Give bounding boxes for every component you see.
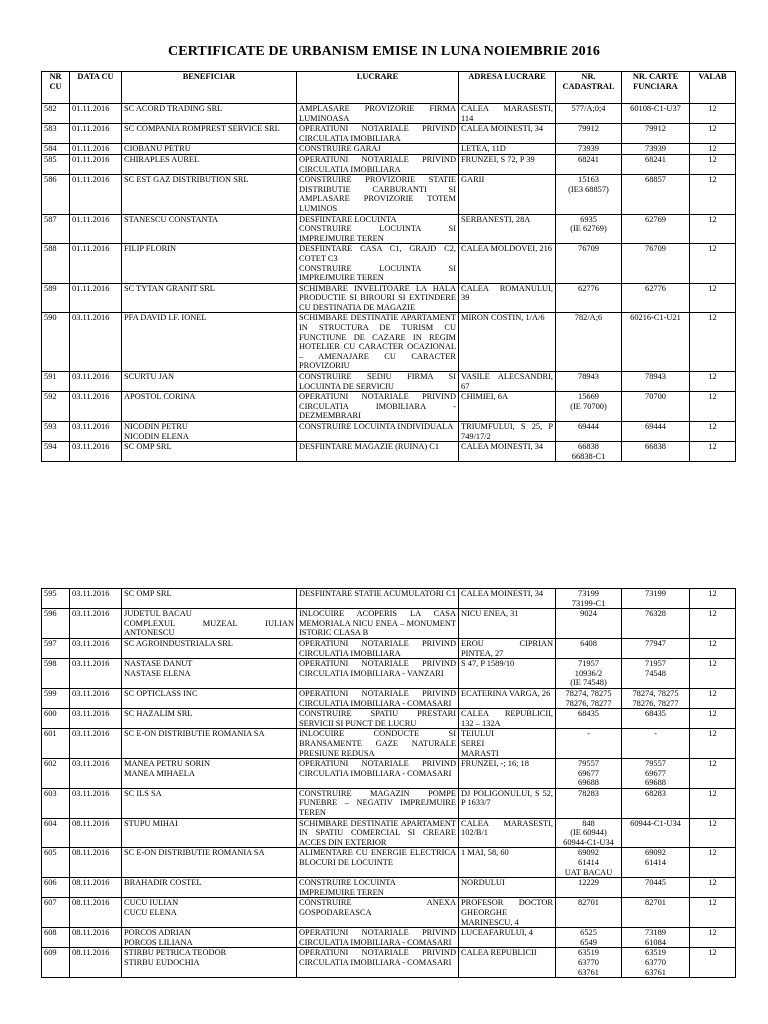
cell-nr-cu: 609: [42, 948, 70, 978]
cell-data-cu: 08.11.2016: [70, 898, 122, 928]
cell-beneficiar: STIRBU PETRICA TEODOR STIRBU EUDOCHIA: [122, 948, 297, 978]
header-lucrare: LUCRARE: [297, 72, 459, 104]
cell-adresa: CALEA MARASESTI, 102/B/1: [459, 818, 556, 848]
cell-adresa: ECATERINA VARGA, 26: [459, 688, 556, 708]
cell-nr-cadastral: 63519 63770 63761: [556, 948, 622, 978]
cell-data-cu: 03.11.2016: [70, 372, 122, 392]
cell-nr-cadastral: 9024: [556, 609, 622, 639]
cell-valab: 12: [690, 788, 736, 818]
cell-adresa: CALEA MOINESTI, 34: [459, 442, 556, 462]
cell-beneficiar: SC OMP SRL: [122, 589, 297, 609]
cell-beneficiar: CIOBANU PETRU: [122, 144, 297, 155]
cell-valab: 12: [690, 283, 736, 313]
cell-lucrare: SCHIMBARE INVELITOARE LA HALA PRODUCTIE SI BIROURI SI EXTINDERE CU DESTINATIA DE MAGAZIE: [297, 283, 459, 313]
cell-adresa: CALEA REPUBLICII, 132 – 132A: [459, 709, 556, 729]
cell-nr-cu: 586: [42, 175, 70, 214]
cell-lucrare: AMPLASARE PROVIZORIE FIRMA LUMINOASA: [297, 104, 459, 124]
cell-beneficiar: SC TYTAN GRANIT SRL: [122, 283, 297, 313]
cell-nr-cadastral: 69444: [556, 422, 622, 442]
header-adresa-lucrare: ADRESA LUCRARE: [459, 72, 556, 104]
table-row: [42, 928, 736, 948]
cell-nr-cu: 592: [42, 392, 70, 422]
cell-lucrare: OPERATIUNI NOTARIALE PRIVIND CIRCULATIA IMOBILIARA: [297, 638, 459, 658]
cell-beneficiar: CUCU IULIAN CUCU ELENA: [122, 898, 297, 928]
cell-nr-cadastral: 82701: [556, 898, 622, 928]
cell-data-cu: 01.11.2016: [70, 104, 122, 124]
cell-adresa: CALEA ROMANULUI, 39: [459, 283, 556, 313]
table-row: [42, 392, 736, 422]
cell-nr-cadastral: 73939: [556, 144, 622, 155]
cell-valab: 12: [690, 372, 736, 392]
cell-nr-cadastral: 66838 66838-C1: [556, 442, 622, 462]
cell-data-cu: 01.11.2016: [70, 175, 122, 214]
cell-nr-cadastral: 6935 (IE 62769): [556, 214, 622, 244]
cell-nr-cadastral: 78274, 78275 78276, 78277: [556, 688, 622, 708]
cell-adresa: CALEA REPUBLICII: [459, 948, 556, 978]
cell-valab: 12: [690, 848, 736, 878]
cell-valab: 12: [690, 709, 736, 729]
cell-lucrare: SCHIMBARE DESTINATIE APARTAMENT IN STRUCTURA DE TURISM CU FUNCTIUNE DE CAZARE IN REGIM HOTELIER CU CARACTER OCAZIONAL – AMENAJARE CU CARACTER PROVIZORIU: [297, 313, 459, 372]
table-row: [42, 659, 736, 689]
cell-data-cu: 03.11.2016: [70, 392, 122, 422]
cell-lucrare: INLOCUIRE CONDUCTE SI BRANSAMENTE GAZE NATURALE PRESIUNE REDUSA: [297, 729, 459, 759]
table-row: [42, 442, 736, 462]
cell-nr-carte-funciara: 79557 69677 69688: [622, 759, 690, 789]
cell-nr-carte-funciara: 79912: [622, 124, 690, 144]
cell-beneficiar: SCURTU JAN: [122, 372, 297, 392]
cell-nr-cu: 594: [42, 442, 70, 462]
cell-data-cu: 08.11.2016: [70, 878, 122, 898]
cell-lucrare: CONSTRUIRE MAGAZIN POMPE FUNEBRE – NEGATIV IMPREJMUIRE TEREN: [297, 788, 459, 818]
cell-data-cu: 08.11.2016: [70, 818, 122, 848]
cell-data-cu: 03.11.2016: [70, 638, 122, 658]
cell-nr-cadastral: -: [556, 729, 622, 759]
cell-lucrare: OPERATIUNI NOTARIALE PRIVIND CIRCULATIA IMOBILIARA - COMASARI: [297, 928, 459, 948]
cell-nr-carte-funciara: 82701: [622, 898, 690, 928]
cell-nr-cu: 602: [42, 759, 70, 789]
cell-adresa: LUCEAFARULUI, 4: [459, 928, 556, 948]
cell-beneficiar: SC AGROINDUSTRIALA SRL: [122, 638, 297, 658]
cell-nr-cadastral: 6525 6549: [556, 928, 622, 948]
certificates-table-part-1: [41, 71, 736, 462]
cell-lucrare: OPERATIUNI NOTARIALE PRIVIND CIRCULATIA IMOBILIARA: [297, 154, 459, 174]
cell-lucrare: SCHIMBARE DESTINATIE APARTAMENT IN SPATIU COMERCIAL SI CREARE ACCES DIN EXTERIOR: [297, 818, 459, 848]
cell-adresa: EROU CIPRIAN PINTEA, 27: [459, 638, 556, 658]
cell-nr-cu: 598: [42, 659, 70, 689]
cell-nr-carte-funciara: 68283: [622, 788, 690, 818]
cell-lucrare: CONSTRUIRE LOCUINTA IMPREJMUIRE TEREN: [297, 878, 459, 898]
cell-adresa: NORDULUI: [459, 878, 556, 898]
header-valab: VALAB: [690, 72, 736, 104]
cell-adresa: FRUNZEI, S 72, P 39: [459, 154, 556, 174]
cell-nr-cu: 587: [42, 214, 70, 244]
table-row: [42, 244, 736, 283]
cell-beneficiar: PFA DAVID I.F. IONEL: [122, 313, 297, 372]
cell-lucrare: OPERATIUNI NOTARIALE PRIVIND CIRCULATIA IMOBILIARA - COMASARI: [297, 948, 459, 978]
header-beneficiar: BENEFICIAR: [122, 72, 297, 104]
cell-beneficiar: NASTASE DANUT NASTASE ELENA: [122, 659, 297, 689]
cell-nr-cadastral: 15163 (IE3 68857): [556, 175, 622, 214]
cell-nr-cadastral: 577/A;0;4: [556, 104, 622, 124]
cell-nr-cu: 585: [42, 154, 70, 174]
cell-data-cu: 03.11.2016: [70, 313, 122, 372]
cell-nr-cu: 588: [42, 244, 70, 283]
cell-nr-cadastral: 79557 69677 69688: [556, 759, 622, 789]
cell-nr-carte-funciara: 60944-C1-U34: [622, 818, 690, 848]
cell-nr-carte-funciara: 62776: [622, 283, 690, 313]
cell-nr-cu: 596: [42, 609, 70, 639]
cell-lucrare: ALIMENTARE CU ENERGIE ELECTRICA BLOCURI DE LOCUINTE: [297, 848, 459, 878]
table-row: [42, 898, 736, 928]
cell-data-cu: 03.11.2016: [70, 659, 122, 689]
cell-nr-carte-funciara: 60216-C1-U21: [622, 313, 690, 372]
cell-valab: 12: [690, 759, 736, 789]
cell-nr-carte-funciara: 60108-C1-U37: [622, 104, 690, 124]
cell-data-cu: 01.11.2016: [70, 244, 122, 283]
cell-lucrare: DESFIINTARE LOCUINTA CONSTRUIRE LOCUINTA SI IMPREJMUIRE TEREN: [297, 214, 459, 244]
cell-nr-carte-funciara: 68435: [622, 709, 690, 729]
table-row: [42, 788, 736, 818]
cell-adresa: S 47, P 1589/10: [459, 659, 556, 689]
cell-nr-carte-funciara: 73189 61084: [622, 928, 690, 948]
cell-nr-cadastral: 76709: [556, 244, 622, 283]
cell-adresa: CALEA MOLDOVEI, 216: [459, 244, 556, 283]
cell-nr-cadastral: 73199 73199-C1: [556, 589, 622, 609]
cell-nr-carte-funciara: 70700: [622, 392, 690, 422]
cell-beneficiar: FILIP FLORIN: [122, 244, 297, 283]
cell-adresa: CALEA MOINESTI, 34: [459, 589, 556, 609]
cell-adresa: VASILE ALECSANDRI, 67: [459, 372, 556, 392]
cell-beneficiar: SC HAZALIM SRL: [122, 709, 297, 729]
cell-beneficiar: BRAHADIR COSTEL: [122, 878, 297, 898]
cell-beneficiar: CHIRAPLES AUREL: [122, 154, 297, 174]
cell-valab: 12: [690, 442, 736, 462]
cell-nr-carte-funciara: 63519 63770 63761: [622, 948, 690, 978]
cell-adresa: TEIULUI SEREI MARASTI: [459, 729, 556, 759]
cell-valab: 12: [690, 688, 736, 708]
cell-nr-cadastral: 68241: [556, 154, 622, 174]
cell-beneficiar: JUDETUL BACAU COMPLEXUL MUZEAL IULIAN ANTONESCU: [122, 609, 297, 639]
cell-beneficiar: APOSTOL CORINA: [122, 392, 297, 422]
cell-lucrare: CONSTRUIRE GARAJ: [297, 144, 459, 155]
cell-valab: 12: [690, 104, 736, 124]
cell-valab: 12: [690, 659, 736, 689]
cell-beneficiar: SC EST GAZ DISTRIBUTION SRL: [122, 175, 297, 214]
cell-nr-cu: 606: [42, 878, 70, 898]
cell-adresa: TRIUMFULUI, S 25, P 749/17/2: [459, 422, 556, 442]
cell-lucrare: DESFIINTARE MAGAZIE (RUINA) C1: [297, 442, 459, 462]
cell-nr-carte-funciara: 62769: [622, 214, 690, 244]
cell-valab: 12: [690, 214, 736, 244]
cell-nr-cadastral: 12229: [556, 878, 622, 898]
cell-valab: 12: [690, 144, 736, 155]
cell-beneficiar: STUPU MIHAI: [122, 818, 297, 848]
table-row: [42, 638, 736, 658]
cell-nr-carte-funciara: 76709: [622, 244, 690, 283]
table-row: [42, 283, 736, 313]
cell-valab: 12: [690, 898, 736, 928]
table-row: [42, 313, 736, 372]
cell-lucrare: CONSTRUIRE SEDIU FIRMA SI LOCUINTA DE SERVICIU: [297, 372, 459, 392]
cell-adresa: 1 MAI, 58, 60: [459, 848, 556, 878]
cell-adresa: GARII: [459, 175, 556, 214]
cell-nr-cu: 584: [42, 144, 70, 155]
cell-valab: 12: [690, 313, 736, 372]
table-row: [42, 848, 736, 878]
cell-beneficiar: SC ACORD TRADING SRL: [122, 104, 297, 124]
cell-adresa: FRUNZEI, -; 16; 18: [459, 759, 556, 789]
table-row: [42, 948, 736, 978]
cell-nr-cadastral: 6408: [556, 638, 622, 658]
table-row: [42, 759, 736, 789]
cell-nr-cu: 608: [42, 928, 70, 948]
table-row: [42, 124, 736, 144]
cell-lucrare: OPERATIUNI NOTARIALE PRIVIND CIRCULATIA IMOBILIARA: [297, 124, 459, 144]
cell-nr-cu: 605: [42, 848, 70, 878]
table-row: [42, 154, 736, 174]
cell-data-cu: 03.11.2016: [70, 442, 122, 462]
cell-adresa: DJ POLIGONULUI, S 52, P 1633/7: [459, 788, 556, 818]
cell-nr-cadastral: 78943: [556, 372, 622, 392]
cell-nr-carte-funciara: 78943: [622, 372, 690, 392]
header-data-cu: DATA CU: [70, 72, 122, 104]
cell-valab: 12: [690, 244, 736, 283]
cell-beneficiar: SC OPTICLASS INC: [122, 688, 297, 708]
cell-data-cu: 03.11.2016: [70, 609, 122, 639]
cell-nr-carte-funciara: 71957 74548: [622, 659, 690, 689]
cell-adresa: SERBANESTI, 28A: [459, 214, 556, 244]
cell-lucrare: OPERATIUNI NOTARIALE PRIVIND CIRCULATIA IMOBILIARA - DEZMEMBRARI: [297, 392, 459, 422]
cell-valab: 12: [690, 729, 736, 759]
cell-valab: 12: [690, 175, 736, 214]
cell-nr-cu: 595: [42, 589, 70, 609]
cell-nr-cadastral: 78283: [556, 788, 622, 818]
cell-nr-cu: 583: [42, 124, 70, 144]
cell-valab: 12: [690, 638, 736, 658]
cell-nr-carte-funciara: 66838: [622, 442, 690, 462]
cell-nr-carte-funciara: 73939: [622, 144, 690, 155]
table-row: [42, 878, 736, 898]
cell-nr-cu: 591: [42, 372, 70, 392]
cell-nr-cadastral: 15669 (IE 70700): [556, 392, 622, 422]
cell-nr-carte-funciara: 68241: [622, 154, 690, 174]
cell-nr-carte-funciara: 69444: [622, 422, 690, 442]
cell-adresa: CHIMIEI, 6A: [459, 392, 556, 422]
cell-nr-cadastral: 848 (IE 60944) 60944-C1-U34: [556, 818, 622, 848]
cell-nr-carte-funciara: 68857: [622, 175, 690, 214]
table-row: [42, 104, 736, 124]
cell-nr-cadastral: 79912: [556, 124, 622, 144]
cell-lucrare: CONSTRUIRE ANEXA GOSPODAREASCA: [297, 898, 459, 928]
cell-beneficiar: STANESCU CONSTANTA: [122, 214, 297, 244]
cell-data-cu: 08.11.2016: [70, 848, 122, 878]
cell-nr-carte-funciara: 73199: [622, 589, 690, 609]
cell-nr-carte-funciara: -: [622, 729, 690, 759]
cell-nr-carte-funciara: 78274, 78275 78276, 78277: [622, 688, 690, 708]
cell-adresa: MIRON COSTIN, 1/A/6: [459, 313, 556, 372]
cell-adresa: CALEA MARASESTI, 114: [459, 104, 556, 124]
cell-nr-cadastral: 62776: [556, 283, 622, 313]
cell-valab: 12: [690, 948, 736, 978]
cell-nr-cadastral: 782/A;6: [556, 313, 622, 372]
cell-data-cu: 03.11.2016: [70, 589, 122, 609]
cell-adresa: PROFESOR DOCTOR GHEORGHE MARINESCU, 4: [459, 898, 556, 928]
cell-beneficiar: NICODIN PETRU NICODIN ELENA: [122, 422, 297, 442]
table-row: [42, 609, 736, 639]
page-title: CERTIFICATE DE URBANISM EMISE IN LUNA NOIEMBRIE 2016: [168, 44, 600, 59]
cell-data-cu: 03.11.2016: [70, 759, 122, 789]
table-row: [42, 589, 736, 609]
cell-valab: 12: [690, 818, 736, 848]
cell-beneficiar: MANEA PETRU SORIN MANEA MIHAELA: [122, 759, 297, 789]
cell-valab: 12: [690, 124, 736, 144]
cell-valab: 12: [690, 422, 736, 442]
table-header-row: [42, 72, 736, 104]
cell-data-cu: 03.11.2016: [70, 422, 122, 442]
table-row: [42, 175, 736, 214]
cell-beneficiar: PORCOS ADRIAN PORCOS LILIANA: [122, 928, 297, 948]
cell-lucrare: CONSTRUIRE LOCUINTA INDIVIDUALA: [297, 422, 459, 442]
cell-beneficiar: SC ILS SA: [122, 788, 297, 818]
header-nr-cadastral: NR. CADASTRAL: [556, 72, 622, 104]
cell-lucrare: DESFIINTARE CASA C1, GRAJD C2, COTET C3 CONSTRUIRE LOCUINTA SI IMPREJMUIRE TEREN: [297, 244, 459, 283]
cell-data-cu: 01.11.2016: [70, 283, 122, 313]
cell-data-cu: 01.11.2016: [70, 144, 122, 155]
cell-data-cu: 01.11.2016: [70, 154, 122, 174]
cell-adresa: LETEA, 11D: [459, 144, 556, 155]
cell-nr-cadastral: 71957 10936/2 (IE 74548): [556, 659, 622, 689]
cell-nr-carte-funciara: 76328: [622, 609, 690, 639]
table-row: [42, 422, 736, 442]
cell-nr-cu: 607: [42, 898, 70, 928]
cell-nr-cadastral: 69092 61414 UAT BACAU: [556, 848, 622, 878]
cell-lucrare: INLOCUIRE ACOPERIS LA CASA MEMORIALA NICU ENEA – MONUMENT ISTORIC CLASA B: [297, 609, 459, 639]
cell-adresa: CALEA MOINESTI, 34: [459, 124, 556, 144]
header-nr-cu: NR CU: [42, 72, 70, 104]
cell-beneficiar: SC COMPANIA ROMPREST SERVICE SRL: [122, 124, 297, 144]
cell-nr-cu: 601: [42, 729, 70, 759]
cell-nr-cu: 604: [42, 818, 70, 848]
cell-valab: 12: [690, 589, 736, 609]
cell-nr-cu: 600: [42, 709, 70, 729]
cell-valab: 12: [690, 154, 736, 174]
cell-lucrare: CONSTRUIRE PROVIZORIE STATIE DISTRIBUTIE CARBURANTI SI AMPLASARE PROVIZORIE TOTEM LUMINOS: [297, 175, 459, 214]
table-row: [42, 709, 736, 729]
cell-lucrare: OPERATIUNI NOTARIALE PRIVIND CIRCULATIA IMOBILIARA - COMASARI: [297, 759, 459, 789]
cell-nr-cadastral: 68435: [556, 709, 622, 729]
table-row: [42, 729, 736, 759]
cell-beneficiar: SC OMP SRL: [122, 442, 297, 462]
table-row: [42, 214, 736, 244]
cell-data-cu: 03.11.2016: [70, 688, 122, 708]
cell-beneficiar: SC E-ON DISTRIBUTIE ROMANIA SA: [122, 848, 297, 878]
cell-nr-carte-funciara: 77947: [622, 638, 690, 658]
cell-adresa: NICU ENEA, 31: [459, 609, 556, 639]
cell-nr-cu: 582: [42, 104, 70, 124]
cell-data-cu: 03.11.2016: [70, 709, 122, 729]
cell-nr-cu: 593: [42, 422, 70, 442]
cell-data-cu: 08.11.2016: [70, 928, 122, 948]
cell-nr-cu: 590: [42, 313, 70, 372]
cell-data-cu: 08.11.2016: [70, 948, 122, 978]
cell-lucrare: DESFIINTARE STATIE ACUMULATORI C1: [297, 589, 459, 609]
cell-beneficiar: SC E-ON DISTRIBUTIE ROMANIA SA: [122, 729, 297, 759]
cell-nr-carte-funciara: 70445: [622, 878, 690, 898]
cell-valab: 12: [690, 928, 736, 948]
table-row: [42, 688, 736, 708]
cell-lucrare: CONSTRUIRE SPATIU PRESTARI SERVICII SI PUNCT DE LUCRU: [297, 709, 459, 729]
cell-lucrare: OPERATIUNI NOTARIALE PRIVIND CIRCULATIA IMOBILIARA - VANZARI: [297, 659, 459, 689]
cell-data-cu: 01.11.2016: [70, 214, 122, 244]
cell-data-cu: 03.11.2016: [70, 729, 122, 759]
cell-nr-carte-funciara: 69092 61414: [622, 848, 690, 878]
cell-valab: 12: [690, 392, 736, 422]
cell-data-cu: 03.11.2016: [70, 788, 122, 818]
cell-valab: 12: [690, 609, 736, 639]
cell-valab: 12: [690, 878, 736, 898]
cell-lucrare: OPERATIUNI NOTARIALE PRIVIND CIRCULATIA IMOBILIARA - COMASARI: [297, 688, 459, 708]
table-row: [42, 144, 736, 155]
header-nr-carte-funciara: NR. CARTE FUNCIARA: [622, 72, 690, 104]
table-row: [42, 818, 736, 848]
cell-data-cu: 01.11.2016: [70, 124, 122, 144]
certificates-table-part-2: [41, 588, 736, 978]
cell-nr-cu: 589: [42, 283, 70, 313]
table-row: [42, 372, 736, 392]
cell-nr-cu: 603: [42, 788, 70, 818]
cell-nr-cu: 599: [42, 688, 70, 708]
cell-nr-cu: 597: [42, 638, 70, 658]
